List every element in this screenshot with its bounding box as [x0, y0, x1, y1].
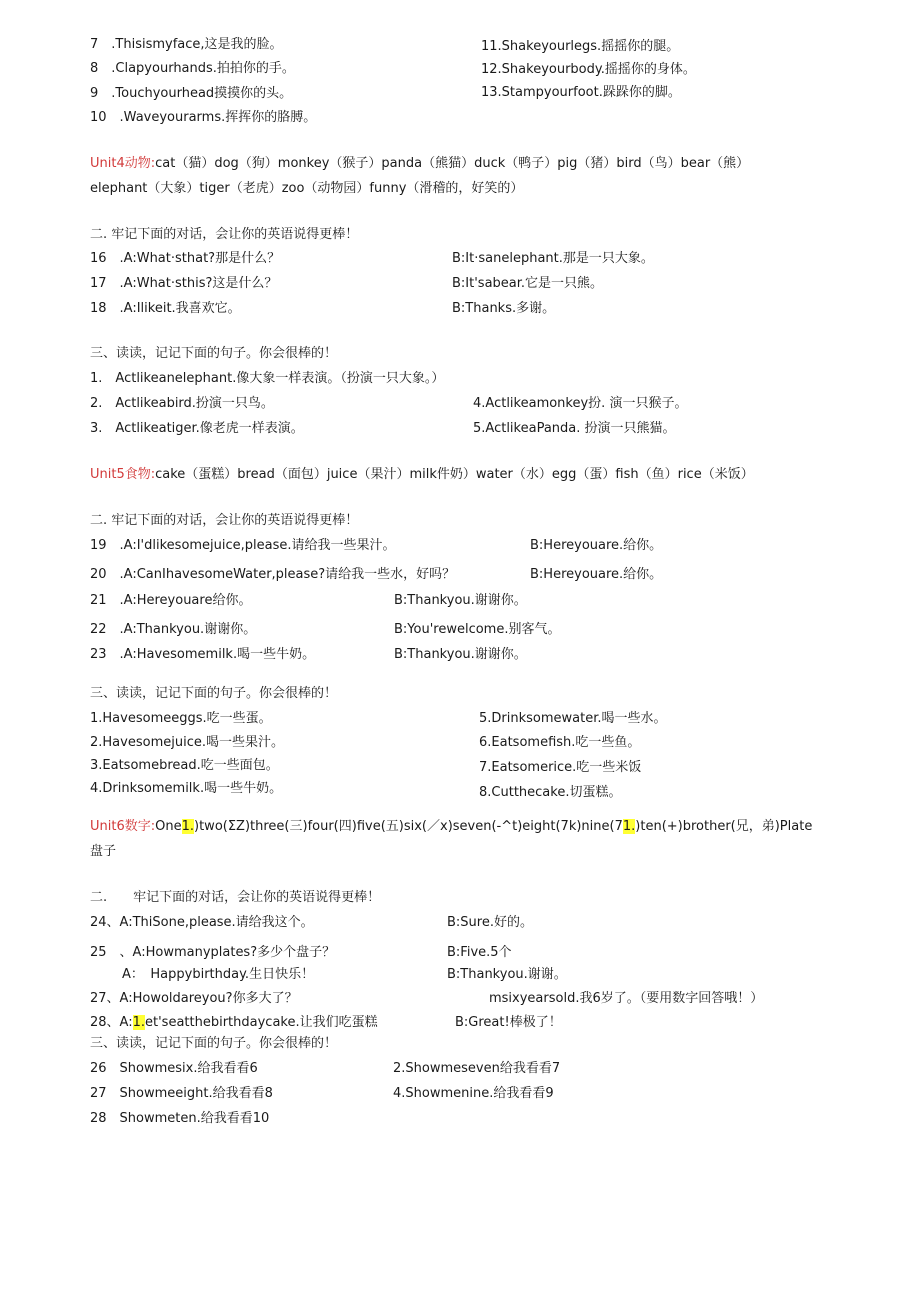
dialog-22-a: 22 .A:Thankyou.谢谢你。 — [90, 622, 257, 637]
dialog-24-b: B:Sure.好的。 — [447, 915, 533, 930]
unit5-read-6: 6.Eatsomefish.吃一些鱼。 — [479, 735, 641, 750]
dialog-16-a: 16 .A:What·sthat?那是什么？ — [90, 251, 281, 266]
dialog-20-a: 20 .A:CanIhavesomeWater,please?请给我一些水，好吗？ — [90, 567, 456, 582]
dialog-24-a: 24、A:ThiSone,please.请给我这个。 — [90, 915, 314, 930]
unit6-dialog-heading: 二. 牢记下面的对话，会让你的英语说得更棒！ — [90, 890, 381, 905]
unit5-read-8: 8.Cutthecake.切蛋糕。 — [479, 785, 622, 800]
sentence-13: 13.Stampyourfoot.跺跺你的脚。 — [481, 85, 681, 100]
unit6-vocab-line1 — [90, 818, 812, 836]
dialog-17-a: 17 .A:What·sthis?这是什么？ — [90, 276, 278, 291]
unit4-read-heading: 三、读读，记记下面的句子。你会很棒的！ — [90, 346, 338, 361]
unit5-vocab-line — [90, 466, 754, 484]
highlight-mark-1: 1. — [181, 819, 195, 834]
unit5-read-5: 5.Drinksomewater.喝一些水。 — [479, 711, 667, 726]
dialog-28-a — [90, 1014, 378, 1032]
unit4-label: Unit4动物: — [90, 156, 156, 171]
highlight-mark-2: 1. — [622, 819, 636, 834]
unit4-read-1: 1. Actlikeanelephant.像大象一样表演。（扮演一只大象。） — [90, 371, 445, 386]
unit6-label: Unit6数字: — [90, 819, 156, 834]
dialog-27-b: msixyearsold.我6岁了。（要用数字回答哦！） — [489, 991, 764, 1006]
unit5-read-1: 1.Havesomeeggs.吃一些蛋。 — [90, 711, 272, 726]
unit6-vocab-one: One — [155, 819, 182, 834]
unit5-read-4: 4.Drinksomemilk.喝一些牛奶。 — [90, 781, 283, 796]
dialog-18-a: 18 .A:Ilikeit.我喜欢它。 — [90, 301, 241, 316]
unit6-read-heading: 三、读读，记记下面的句子。你会很棒的！ — [90, 1036, 338, 1051]
dialog-25-b: B:Five.5个 — [447, 945, 512, 960]
dialog-19-a: 19 .A:I'dlikesomejuice,please.请给我一些果汁。 — [90, 538, 396, 553]
unit4-read-5: 5.ActlikeaPanda. 扮演一只熊猫。 — [473, 421, 676, 436]
unit4-read-4: 4.Actlikeamonkey扮. 演一只猴子。 — [473, 396, 688, 411]
unit4-vocab-line2: elephant（大象）tiger（老虎）zoo（动物园）funny（滑稽的，好笑的） — [90, 181, 524, 196]
dialog-18-b: B:Thanks.多谢。 — [452, 301, 556, 316]
unit6-vocab-line2: 盘子 — [90, 844, 117, 859]
unit6-read-28: 28 Showmeten.给我看看10 — [90, 1111, 270, 1126]
dialog-16-b: B:It·sanelephant.那是一只大象。 — [452, 251, 654, 266]
sentence-8: 8 .Clapyourhands.拍拍你的手。 — [90, 61, 295, 76]
dialog-21-a: 21 .A:Hereyouare给你。 — [90, 593, 252, 608]
unit6-read-27: 27 Showmeeight.给我看看8 — [90, 1086, 273, 1101]
unit4-vocab-line1 — [90, 155, 749, 173]
unit4-vocab1: cat（猫）dog（狗）monkey（猴子）panda（熊猫）duck（鸭子）pig（猪）bird（鸟）bear（熊） — [155, 156, 750, 171]
sentence-7: 7 .Thisismyface,这是我的脸。 — [90, 37, 283, 52]
unit5-vocab: cake（蛋糕）bread（面包）juice（果汁）milk件奶）water（水）egg（蛋）fish（鱼）rice（米饭） — [155, 467, 754, 482]
dialog-25-a: 25 、A:Howmanyplates?多少个盘子？ — [90, 945, 336, 960]
dialog-19-b: B:Hereyouare.给你。 — [530, 538, 663, 553]
unit5-label: Unit5食物: — [90, 467, 156, 482]
dialog-28-b: B:Great!棒极了！ — [455, 1015, 562, 1030]
dialog-23-a: 23 .A:Havesomemilk.喝一些牛奶。 — [90, 647, 316, 662]
unit6-read-4: 4.Showmenine.给我看看9 — [393, 1086, 554, 1101]
unit4-read-2: 2. Actlikeabird.扮演一只鸟。 — [90, 396, 274, 411]
dialog-22-b: B:You'rewelcome.别客气。 — [394, 622, 561, 637]
dialog-23-b: B:Thankyou.谢谢你。 — [394, 647, 527, 662]
unit6-vocab-end: )ten(+)brother(兄，弟)Plate — [635, 819, 813, 834]
unit5-read-3: 3.Eatsomebread.吃一些面包。 — [90, 758, 279, 773]
highlight-mark-3: 1. — [132, 1015, 145, 1030]
dialog-21-b: B:Thankyou.谢谢你。 — [394, 593, 527, 608]
sentence-9: 9 .Touchyourhead摸摸你的头。 — [90, 86, 293, 101]
dialog-26-b: B:Thankyou.谢谢。 — [447, 967, 567, 982]
dialog-26-a: A： Happybirthday.生日快乐！ — [122, 967, 315, 982]
sentence-12: 12.Shakeyourbody.摇摇你的身体。 — [481, 62, 696, 77]
dialog-28-a-text: et'seatthebirthdaycake.让我们吃蛋糕 — [145, 1015, 378, 1030]
unit5-read-7: 7.Eatsomerice.吃一些米饭 — [479, 760, 642, 775]
unit6-read-2: 2.Showmeseven给我看看7 — [393, 1061, 561, 1076]
dialog-17-b: B:It'sabear.它是一只熊。 — [452, 276, 604, 291]
unit4-read-3: 3. Actlikeatiger.像老虎一样表演。 — [90, 421, 304, 436]
dialog-28-a-prefix: 28、A: — [90, 1015, 133, 1030]
unit4-dialog-heading: 二. 牢记下面的对话，会让你的英语说得更棒！ — [90, 227, 359, 242]
unit5-dialog-heading: 二. 牢记下面的对话，会让你的英语说得更棒！ — [90, 513, 359, 528]
unit6-vocab-mid: )two(ΣZ)three(三)four(四)five(五)six(／x)seven(-^t)eight(7k)nine(7 — [194, 819, 623, 834]
sentence-10: 10 .Waveyourarms.挥挥你的胳膊。 — [90, 110, 317, 125]
sentence-11: 11.Shakeyourlegs.摇摇你的腿。 — [481, 39, 680, 54]
dialog-27-a: 27、A:Howoldareyou?你多大了？ — [90, 991, 298, 1006]
unit5-read-2: 2.Havesomejuice.喝一些果汁。 — [90, 735, 284, 750]
dialog-20-b: B:Hereyouare.给你。 — [530, 567, 663, 582]
unit5-read-heading: 三、读读，记记下面的句子。你会很棒的！ — [90, 686, 338, 701]
unit6-read-26: 26 Showmesix.给我看看6 — [90, 1061, 258, 1076]
